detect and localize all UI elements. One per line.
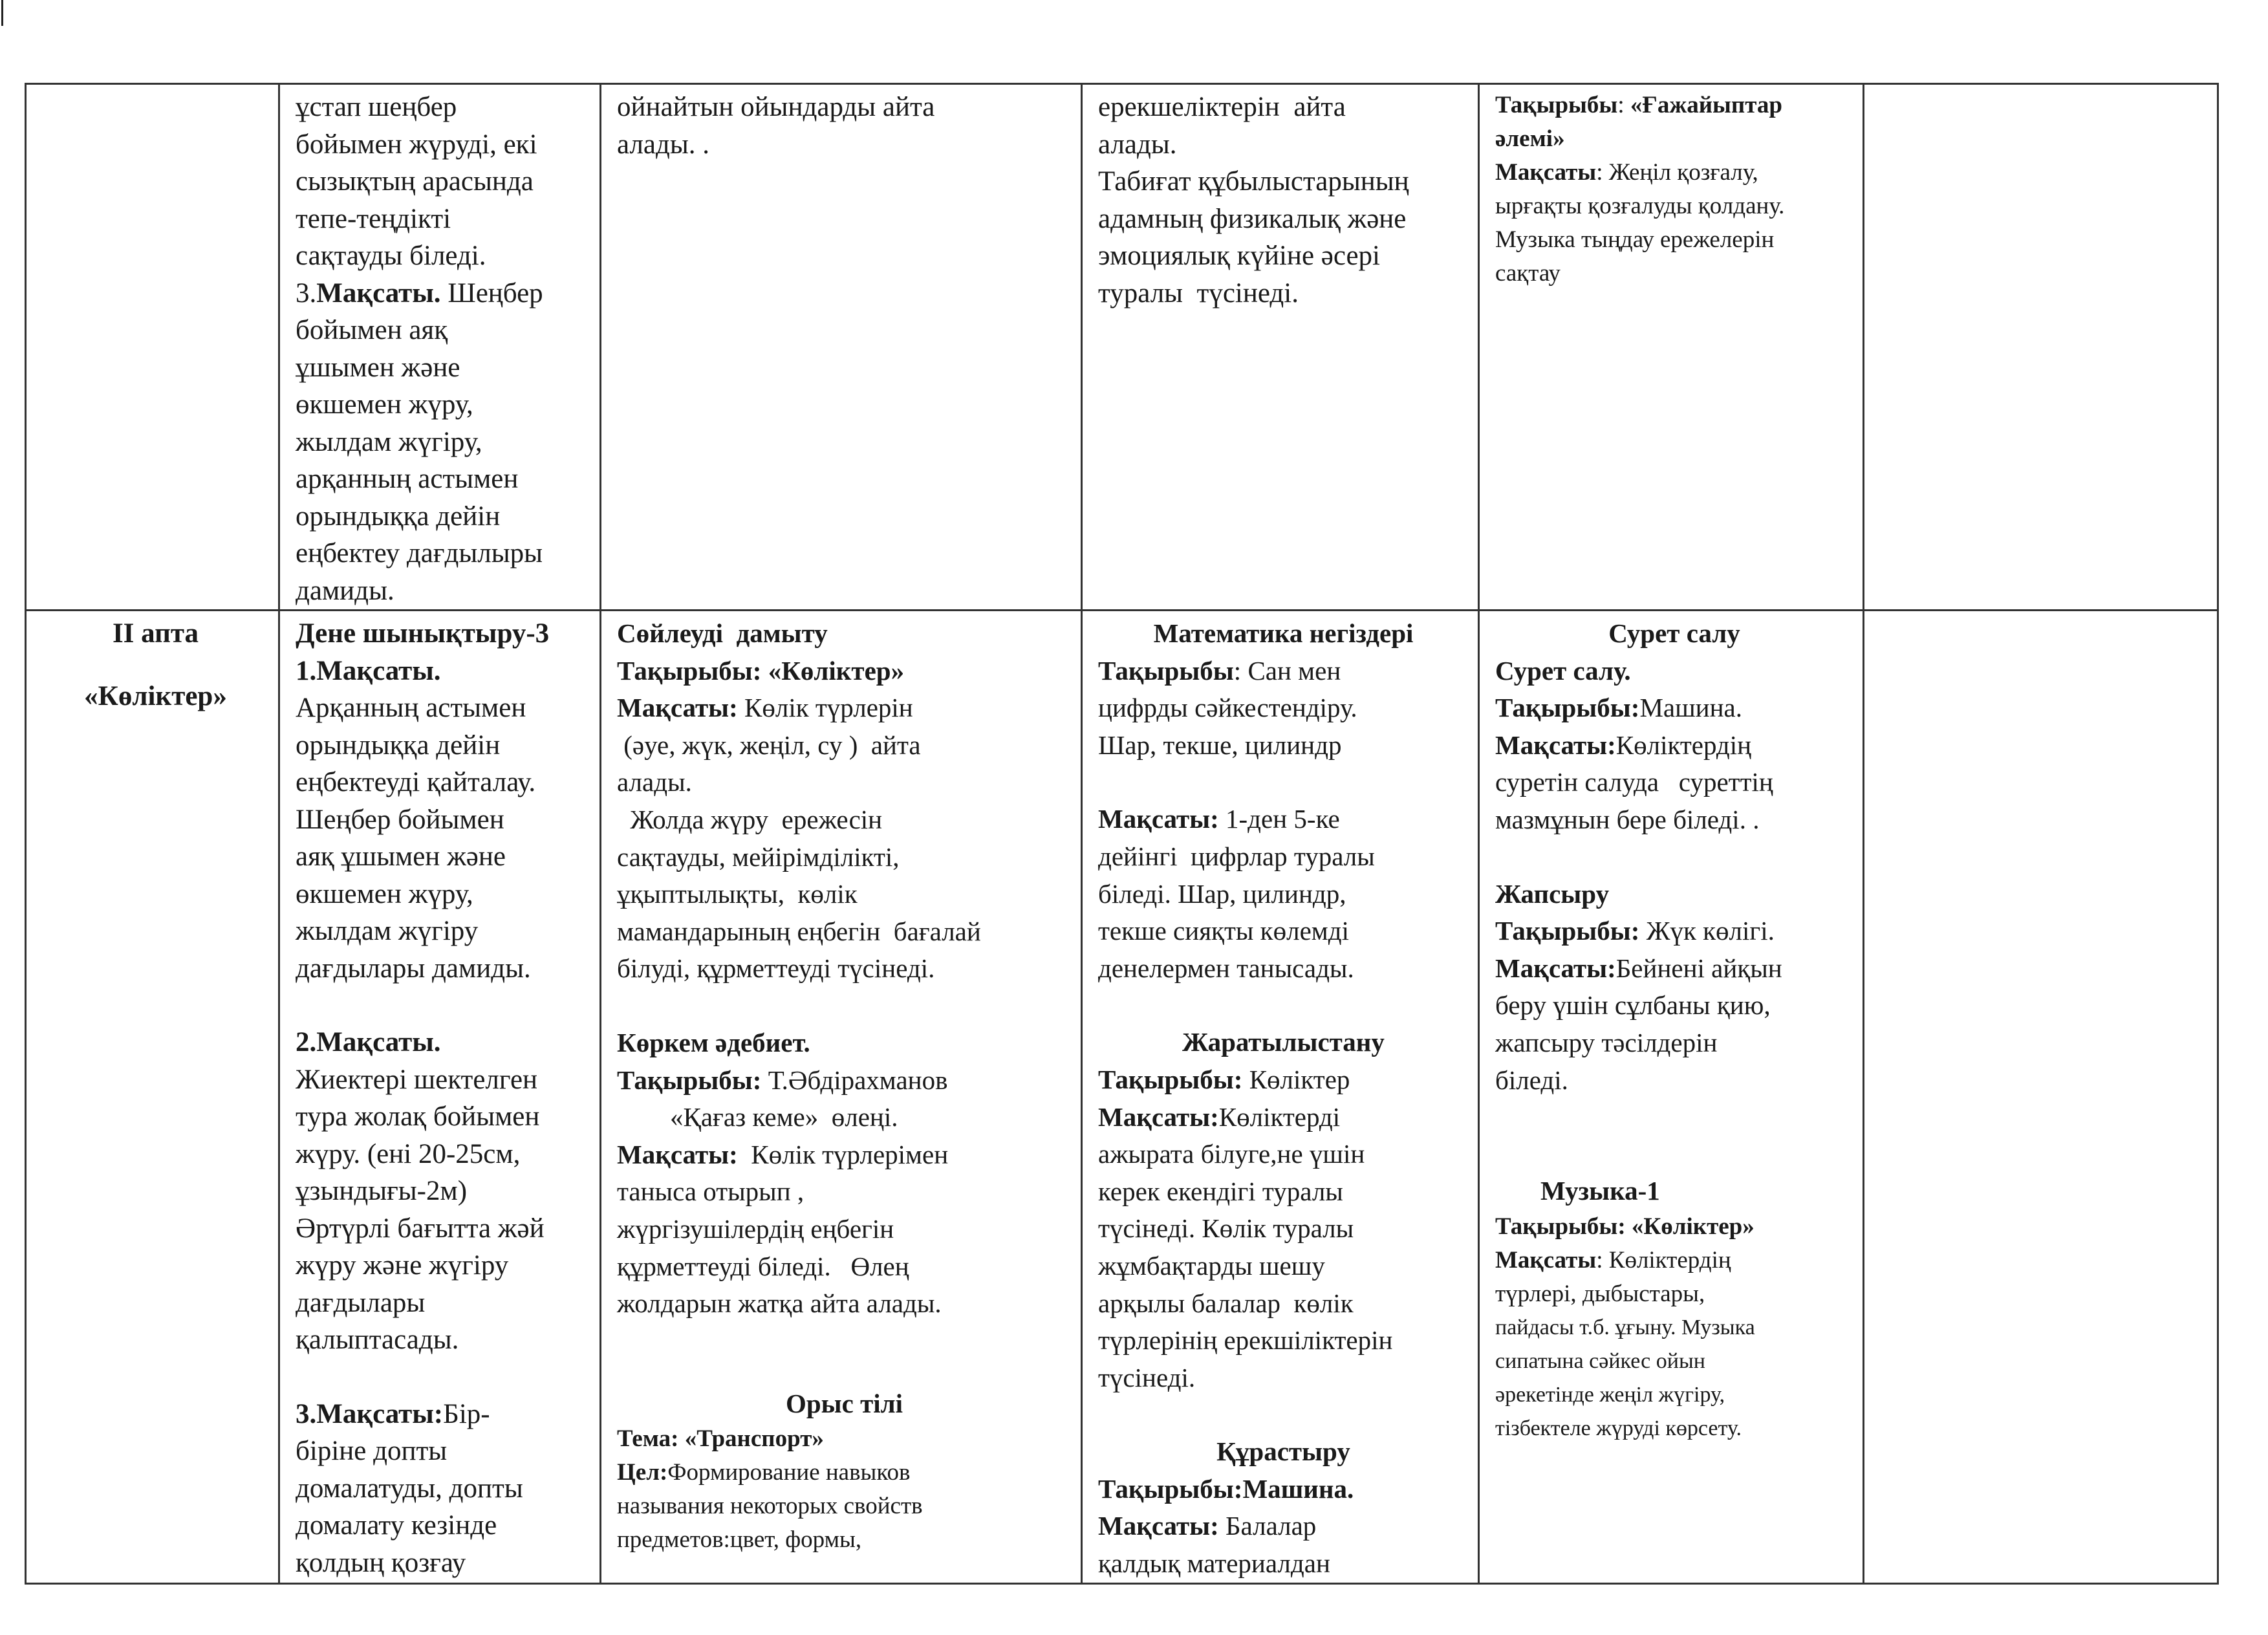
text-line: «Қағаз кеме» өлеңі. bbox=[617, 1102, 898, 1132]
physical-education-cell-continued bbox=[279, 84, 601, 611]
goal-line bbox=[617, 1456, 1072, 1489]
text-line: Арқанның астымен bbox=[296, 693, 526, 723]
weekly-plan-table bbox=[25, 83, 2219, 1585]
text-line: жүру. (ені 20-25см, bbox=[296, 1138, 521, 1169]
goal-label: Мақсаты. bbox=[316, 277, 441, 309]
text-line: таныса отырып , bbox=[617, 1176, 805, 1207]
text-line: түсінеді. Көлік туралы bbox=[1098, 1213, 1354, 1244]
text-line: (әуе, жүк, жеңіл, су ) айта bbox=[617, 730, 921, 760]
topic-line bbox=[1098, 1061, 1469, 1099]
scan-edge-mark bbox=[1, 0, 3, 26]
text-line: білуді, құрметтеуді түсінеді. bbox=[617, 953, 935, 984]
topic-label: Тақырыбы bbox=[1495, 92, 1618, 118]
text-line: жұмбақтарды шешу bbox=[1098, 1250, 1325, 1281]
goal-label: Мақсаты bbox=[1495, 159, 1597, 186]
topic-line bbox=[1495, 913, 1853, 950]
topic-text: Машина. bbox=[1639, 693, 1743, 723]
goal-text: Көлік түрлерін bbox=[737, 693, 913, 723]
goal-text: : Көліктердің bbox=[1596, 1246, 1731, 1273]
goal-text: Көліктердің bbox=[1615, 730, 1752, 760]
topic-value-cont: әлемі» bbox=[1495, 125, 1565, 152]
topic-label: Тақырыбы: bbox=[1495, 693, 1640, 723]
physical-education-cell bbox=[279, 611, 601, 1584]
goal-label: Мақсаты: bbox=[1495, 953, 1616, 983]
text-line: алады. bbox=[617, 767, 692, 797]
topic-label: Тақырыбы: bbox=[617, 1065, 762, 1095]
topic-text: : «Көліктер» bbox=[1617, 1213, 1755, 1240]
goal-label: Мақсаты: bbox=[1098, 1101, 1219, 1132]
text-line: пайдасы т.б. ұғыну. Музыка bbox=[1495, 1315, 1755, 1339]
subject-subtitle: Сурет салу. bbox=[1495, 655, 1631, 686]
text-line: Әртүрлі бағытта жәй bbox=[296, 1213, 545, 1244]
text-line: бойымен аяқ bbox=[296, 315, 448, 345]
text-line: сақтауды біледі. bbox=[296, 241, 486, 271]
subject-title: Музыка-1 bbox=[1540, 1176, 1660, 1206]
table-row bbox=[26, 611, 2218, 1584]
topic-line bbox=[617, 1062, 1072, 1099]
text-line: сипатына сәйкес ойын bbox=[1495, 1348, 1705, 1373]
text-line: құрметтеуді біледі. Өлең bbox=[617, 1251, 909, 1281]
goal-line bbox=[617, 689, 1072, 727]
goal-label: 3.Мақсаты: bbox=[296, 1398, 444, 1429]
goal-label: Мақсаты bbox=[1495, 1246, 1597, 1273]
text-line: жылдам жүгіру bbox=[296, 916, 479, 946]
math-cell-continued bbox=[1082, 84, 1479, 611]
text-line: текше сияқты көлемді bbox=[1098, 916, 1349, 946]
week-theme: «Көліктер» bbox=[84, 681, 227, 711]
week-cell-empty bbox=[26, 84, 279, 611]
topic-line: Тақырыбы: «Ғажайыптар bbox=[1495, 92, 1782, 118]
text-line: дейінгі цифрлар туралы bbox=[1098, 841, 1375, 871]
text-line: беру үшін сұлбаны қию, bbox=[1495, 990, 1771, 1021]
goal-text: : Жеңіл қозғалу, bbox=[1596, 159, 1758, 186]
subject-title: Жаратылыстану bbox=[1182, 1027, 1385, 1057]
text-line: эмоциялық күйіне әсері bbox=[1098, 241, 1381, 271]
text-line: тура жолақ бойымен bbox=[296, 1101, 540, 1132]
text-line: сақтауды, мейірімділікті, bbox=[617, 841, 900, 872]
table-row bbox=[26, 84, 2218, 611]
text-line: ұқыптылықты, көлік bbox=[617, 879, 858, 909]
goal-text: Бір- bbox=[443, 1398, 490, 1429]
speech-cell-continued bbox=[601, 84, 1082, 611]
goal-line bbox=[1098, 1508, 1469, 1545]
text-line: домалату кезінде bbox=[296, 1510, 497, 1541]
text-line: тепе-теңдікті bbox=[296, 203, 451, 234]
text-line: қалдық материалдан bbox=[1098, 1548, 1330, 1579]
text-line: орындыққа дейін bbox=[296, 501, 501, 532]
text-line: әрекетінде жеңіл жүгіру, bbox=[1495, 1382, 1725, 1407]
text-line: Шеңбер бойымен bbox=[296, 804, 504, 835]
art-applique-music-cell bbox=[1479, 611, 1864, 1584]
text-line: Жолда жүру ережесін bbox=[617, 804, 883, 834]
text-line: түрлері, дыбыстары, bbox=[1495, 1280, 1705, 1307]
text-line: біріне допты bbox=[296, 1436, 448, 1466]
text-line: домалатуды, допты bbox=[296, 1473, 523, 1504]
topic-line bbox=[1098, 653, 1469, 690]
goal-text: Шеңбер bbox=[440, 277, 543, 309]
text-line: сызықтың арасында bbox=[296, 166, 534, 197]
goal-label: Мақсаты: bbox=[1098, 1511, 1219, 1541]
subject-title: Орыс тілі bbox=[785, 1388, 903, 1418]
week-number: II апта bbox=[112, 618, 199, 649]
subject-title: Жапсыру bbox=[1495, 878, 1610, 909]
text-line: мамандарының еңбегін бағалай bbox=[617, 916, 981, 946]
text-line: денелермен танысады. bbox=[1098, 953, 1354, 983]
text-line: ажырата білуге,не үшін bbox=[1098, 1139, 1365, 1169]
notes-cell-empty bbox=[1864, 84, 2218, 611]
text-line: қалыптасады. bbox=[296, 1325, 459, 1355]
text-line: жүргізушілердің еңбегін bbox=[617, 1213, 894, 1244]
text-line: арқанның астымен bbox=[296, 464, 519, 494]
topic-line bbox=[1495, 689, 1853, 727]
topic-line: Тақырыбы:Машина. bbox=[1098, 1473, 1354, 1504]
goal-label: Цел: bbox=[617, 1459, 668, 1486]
text-line: орындыққа дейін bbox=[296, 730, 501, 761]
goal-text: Формирование навыков bbox=[667, 1459, 911, 1486]
goal-line bbox=[296, 1396, 590, 1433]
topic-label: Тақырыбы: bbox=[1098, 1064, 1243, 1094]
goal-prefix: 3. bbox=[296, 277, 317, 309]
subject-title: Математика негіздері bbox=[1153, 618, 1414, 648]
text-line: жылдам жүгіру, bbox=[296, 426, 482, 457]
text-line: Музыка тыңдау ережелерін bbox=[1495, 226, 1775, 253]
text-line: Шар, текше, цилиндр bbox=[1098, 730, 1342, 760]
text-line: керек екендігі туралы bbox=[1098, 1176, 1343, 1206]
goal-text: Көлік түрлерімен bbox=[737, 1139, 949, 1169]
topic-line: Тақырыбы: «Көліктер» bbox=[617, 655, 905, 686]
topic-value: «Ғажайыптар bbox=[1630, 92, 1782, 118]
text-line: Жиектері шектелген bbox=[296, 1064, 538, 1095]
math-nature-construction-cell bbox=[1082, 611, 1479, 1584]
goal-line bbox=[617, 1136, 1072, 1174]
text-line: ұшымен және bbox=[296, 352, 460, 383]
text-line: өкшемен жүру, bbox=[296, 389, 473, 420]
text-line: жүру және жүгіру bbox=[296, 1250, 509, 1281]
text-line: тізбектеле жүруді көрсету. bbox=[1495, 1416, 1742, 1440]
text-line: мазмұнын бере біледі. . bbox=[1495, 804, 1760, 834]
goal-text: Бейнені айқын bbox=[1615, 953, 1782, 983]
topic-text: Т.Әбдірахманов bbox=[761, 1065, 948, 1095]
text-line: жапсыру тәсілдерін bbox=[1495, 1027, 1718, 1057]
text-line: ырғақты қозғалуды қолдану. bbox=[1495, 193, 1785, 219]
goal-line bbox=[1495, 1244, 1853, 1277]
text-line: Табиғат құбылыстарының bbox=[1098, 166, 1409, 197]
text-line: біледі. bbox=[1495, 1065, 1568, 1095]
topic-line: Тема: «Транспорт» bbox=[617, 1425, 824, 1453]
text-line: арқылы балалар көлік bbox=[1098, 1288, 1354, 1318]
text-line: ойнайтын ойындарды айта bbox=[617, 92, 935, 122]
text-line: жолдарын жатқа айта алады. bbox=[617, 1288, 942, 1319]
topic-text: Жүк көлігі. bbox=[1639, 916, 1775, 946]
text-line: ұзындығы-2м) bbox=[296, 1176, 468, 1206]
text-line: еңбектеу дағдылыры bbox=[296, 538, 543, 568]
text-line: еңбектеуді қайталау. bbox=[296, 767, 536, 797]
text-line: алады. . bbox=[617, 129, 710, 160]
music-cell-continued bbox=[1479, 84, 1864, 611]
text-line: ұстап шеңбер bbox=[296, 92, 457, 122]
text-line: сақтау bbox=[1495, 260, 1561, 287]
text-line: алады. bbox=[1098, 129, 1177, 160]
topic-label: Тақырыбы bbox=[1495, 1213, 1618, 1240]
text-line: түсінеді. bbox=[1098, 1362, 1196, 1392]
text-line: дағдылары bbox=[296, 1287, 426, 1318]
topic-label: Тақырыбы: bbox=[1495, 916, 1640, 946]
goal-label: Мақсаты: bbox=[1098, 804, 1219, 834]
goal-text: Көліктерді bbox=[1218, 1101, 1341, 1132]
notes-cell-empty bbox=[1864, 611, 2218, 1584]
week-cell bbox=[26, 611, 279, 1584]
goal-label: 1.Мақсаты. bbox=[296, 655, 441, 686]
topic-label: Тақырыбы bbox=[1098, 655, 1234, 686]
text-line: туралы түсінеді. bbox=[1098, 277, 1299, 309]
text-line: бойымен жүруді, екі bbox=[296, 129, 537, 160]
goal-line bbox=[1495, 156, 1853, 189]
goal-line bbox=[1098, 801, 1469, 838]
text-line: предметов:цвет, формы, bbox=[617, 1526, 862, 1554]
text-line: цифрды сәйкестендіру. bbox=[1098, 693, 1357, 723]
goal-line bbox=[1098, 1099, 1469, 1136]
text-line: называния некоторых свойств bbox=[617, 1493, 923, 1520]
goal-line bbox=[1495, 727, 1853, 764]
text-line: адамның физикалық және bbox=[1098, 203, 1407, 234]
topic-text: : Сан мен bbox=[1233, 655, 1341, 686]
goal-label: Мақсаты: bbox=[1495, 730, 1616, 760]
subject-title: Дене шынықтыру-3 bbox=[296, 618, 550, 649]
text-line: дамиды. bbox=[296, 575, 394, 606]
subject-title: Көркем әдебиет. bbox=[617, 1027, 810, 1057]
subject-title: Сурет салу bbox=[1608, 618, 1740, 648]
goal-label: Мақсаты: bbox=[617, 1139, 738, 1169]
speech-literature-russian-cell bbox=[601, 611, 1082, 1584]
goal-text: Балалар bbox=[1218, 1511, 1317, 1541]
topic-line bbox=[1495, 1210, 1853, 1244]
text-line: өкшемен жүру, bbox=[296, 878, 473, 909]
goal-label: Мақсаты: bbox=[617, 693, 738, 723]
subject-title: Сөйлеуді дамыту bbox=[617, 618, 828, 648]
topic-text: Көліктер bbox=[1242, 1064, 1350, 1094]
text-line: біледі. Шар, цилиндр, bbox=[1098, 878, 1346, 909]
text-line: аяқ ұшымен және bbox=[296, 841, 506, 872]
text-line: қолдың қозғау bbox=[296, 1547, 466, 1578]
text-line: ерекшеліктерін айта bbox=[1098, 92, 1346, 122]
goal-text: 1-ден 5-ке bbox=[1218, 804, 1340, 834]
text-line: түрлерінің ерекшіліктерін bbox=[1098, 1325, 1393, 1356]
goal-label: 2.Мақсаты. bbox=[296, 1027, 441, 1057]
subject-title: Құрастыру bbox=[1216, 1436, 1350, 1467]
goal-line bbox=[296, 275, 590, 312]
goal-line bbox=[1495, 950, 1853, 988]
text-line: дағдылары дамиды. bbox=[296, 953, 531, 984]
text-line: суретін салуда суреттің bbox=[1495, 767, 1773, 797]
